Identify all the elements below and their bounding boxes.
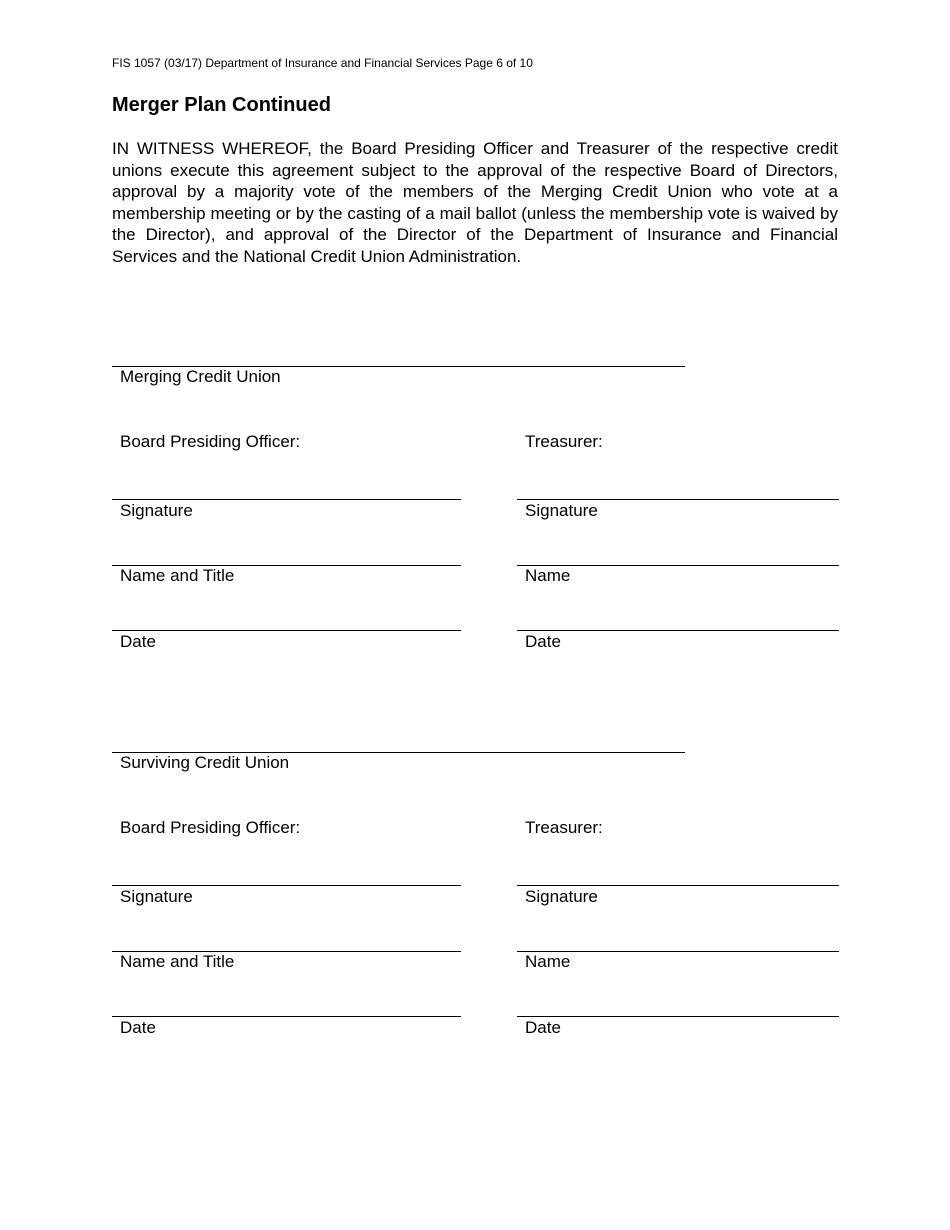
merging-officer-signature-label: Signature — [120, 501, 193, 520]
merging-officer-heading: Board Presiding Officer: — [120, 432, 301, 451]
surviving-treasurer-date-label: Date — [525, 1018, 561, 1037]
surviving-credit-union-label: Surviving Credit Union — [120, 753, 290, 772]
surviving-officer-date-line[interactable] — [112, 1016, 461, 1017]
merging-treasurer-signature-label: Signature — [525, 501, 598, 520]
surviving-officer-heading: Board Presiding Officer: — [120, 818, 301, 837]
surviving-officer-signature-label: Signature — [120, 887, 193, 906]
surviving-officer-date-label: Date — [120, 1018, 156, 1037]
surviving-officer-name-title-label: Name and Title — [120, 952, 235, 971]
surviving-treasurer-signature-label: Signature — [525, 887, 598, 906]
surviving-treasurer-signature-line[interactable] — [517, 885, 839, 886]
merging-credit-union-label: Merging Credit Union — [120, 367, 281, 386]
merging-officer-name-title-label: Name and Title — [120, 566, 235, 585]
merging-officer-signature-line[interactable] — [112, 499, 461, 500]
merging-officer-date-label: Date — [120, 632, 156, 651]
form-header: FIS 1057 (03/17) Department of Insurance and Financial Services Page 6 of 10 — [112, 56, 533, 70]
merging-officer-date-line[interactable] — [112, 630, 461, 631]
witness-paragraph: IN WITNESS WHEREOF, the Board Presiding Officer and Treasurer of the respective credit unions execute this agreement subject to the approval of the respective Board of Directors, approval by a majority vote of the members of the Merging Credit Union who vote at a membership meeting or by the casting of a mail ballot (unless the membership vote is waived by the Director), and approval of the Director of the Department of Insurance and Financial Services and the National Credit Union Administration. — [112, 139, 838, 266]
merging-treasurer-name-label: Name — [525, 566, 571, 585]
surviving-treasurer-heading: Treasurer: — [525, 818, 603, 837]
page-title: Merger Plan Continued — [112, 94, 331, 116]
merging-treasurer-signature-line[interactable] — [517, 499, 839, 500]
surviving-treasurer-date-line[interactable] — [517, 1016, 839, 1017]
surviving-officer-signature-line[interactable] — [112, 885, 461, 886]
merging-treasurer-date-line[interactable] — [517, 630, 839, 631]
merging-treasurer-heading: Treasurer: — [525, 432, 603, 451]
merging-treasurer-date-label: Date — [525, 632, 561, 651]
surviving-treasurer-name-label: Name — [525, 952, 571, 971]
